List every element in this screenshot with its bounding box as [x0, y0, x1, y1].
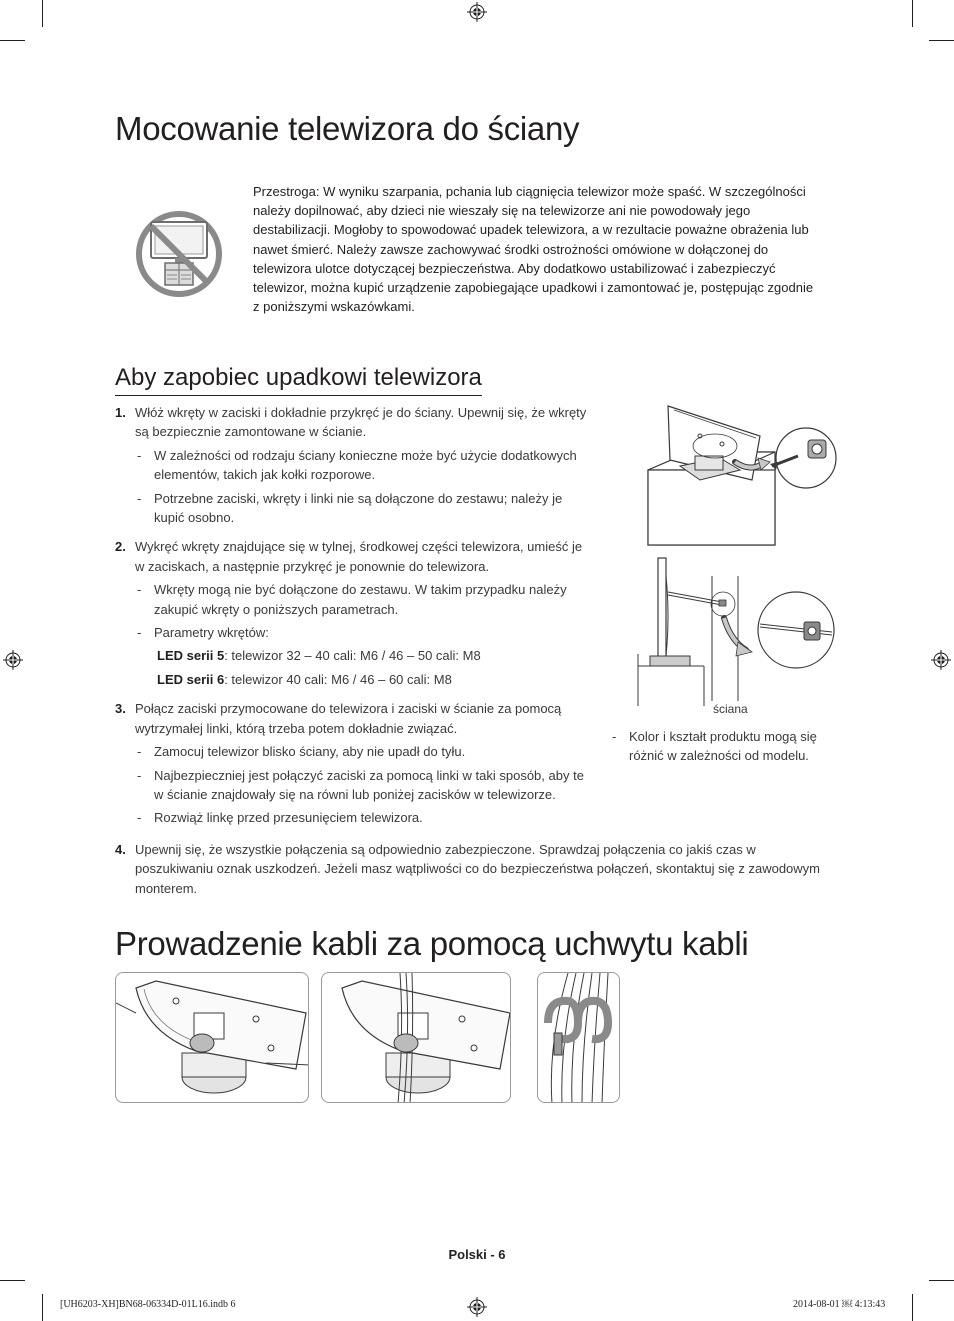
- step-item: [115, 537, 595, 689]
- step-item: [115, 840, 835, 898]
- section-heading: Aby zapobiec upadkowi telewizora: [115, 364, 482, 396]
- cable-illustration-3: [537, 972, 620, 1103]
- crop-mark: [42, 0, 43, 27]
- crop-mark: [912, 1294, 913, 1321]
- screw-spec: [135, 646, 595, 665]
- step-text: Wykręć wkręty znajdujące się w tylnej, środkowej części telewizora, umieść je w zaciskach, a następnie przykręć je ponownie do telewizora.: [135, 539, 583, 574]
- steps-list: [115, 403, 595, 836]
- no-hanging-on-tv-icon: [133, 208, 225, 300]
- tv-stand-clamp-illustration: [640, 400, 840, 550]
- registration-mark-icon: [467, 1297, 487, 1317]
- step-number: 3.: [115, 701, 126, 717]
- step-item: [115, 699, 595, 827]
- tv-back-cables-routed-icon: [322, 973, 511, 1103]
- crop-mark: [0, 40, 25, 41]
- bullet-text: Wkręty mogą nie być dołączone do zestawu. W takim przypadku należy zakupić wkręty o poniższych parametrach.: [154, 582, 567, 617]
- section-title: Prowadzenie kabli za pomocą uchwytu kabli: [115, 925, 749, 962]
- cable-illustration-1: [115, 972, 309, 1103]
- step-item: [115, 403, 595, 527]
- step-number: 1.: [115, 405, 126, 420]
- screw-spec: [135, 670, 595, 689]
- bullet-text: W zależności od rodzaju ściany konieczne może być użycie dodatkowych elementów, takich jak kołki rozporowe.: [154, 447, 577, 483]
- bullet-item: [135, 742, 595, 761]
- spec-label: LED serii 5: [157, 648, 225, 664]
- step-text: Upewnij się, że wszystkie połączenia są odpowiednio zabezpieczone. Sprawdzaj połączenia co jakiś czas w poszukiwaniu oznak uszkodzeń. Jeżeli masz wątpliwości co do bezpieczeństwa połączeń, skontaktuj się z zawodowym monterem.: [135, 842, 821, 896]
- bullet-item: [135, 446, 595, 485]
- note: [612, 727, 834, 766]
- crop-mark: [42, 1294, 43, 1321]
- bullet-text: Najbezpieczniej jest połączyć zaciski za pomocą linki w taki sposób, aby te w ścianie znajdowały się na równi lub poniżej zacisków w telewizorze.: [154, 767, 584, 802]
- bullet-dash: -: [612, 729, 617, 744]
- bullet-text: Rozwiąż linkę przed przesunięciem telewizora.: [154, 810, 423, 826]
- bullet-list: [135, 446, 595, 528]
- bullet-text: Parametry wkrętów:: [154, 625, 269, 641]
- note-text: Kolor i kształt produktu mogą się różnić w zależności od modelu.: [629, 729, 817, 764]
- page-title: Mocowanie telewizora do ściany: [115, 110, 580, 147]
- bullet-item: [135, 580, 595, 619]
- spec-value: : telewizor 32 – 40 cali: M6 / 46 – 50 cali: M8: [224, 648, 481, 664]
- crop-mark: [929, 1280, 954, 1281]
- tv-wall-cable-illustration: [636, 556, 840, 706]
- bullet-list: [135, 580, 595, 642]
- crop-mark: [912, 0, 913, 27]
- registration-mark-icon: [931, 650, 951, 670]
- bullet-item: [135, 623, 595, 642]
- registration-mark-icon: [3, 650, 23, 670]
- cable-illustration-2: [321, 972, 511, 1103]
- footer-date: 2014-08-01 ￼ 4:13:43: [793, 1299, 886, 1310]
- spec-value: : telewizor 40 cali: M6 / 46 – 60 cali: M8: [224, 671, 452, 687]
- bullet-dash: -: [137, 447, 142, 463]
- step-text: Połącz zaciski przymocowane do telewizora i zaciski w ścianie za pomocą wytrzymałej linki, którą trzeba potem dokładnie związać.: [135, 701, 562, 736]
- bullet-item: [135, 489, 595, 528]
- bullet-text: Zamocuj telewizor blisko ściany, aby nie upadł do tyłu.: [154, 744, 466, 760]
- bullet-dash: -: [137, 810, 142, 826]
- wall-caption: ściana: [713, 702, 748, 716]
- spec-label: LED serii 6: [157, 671, 225, 687]
- warning-text: Przestroga: W wyniku szarpania, pchania lub ciągnięcia telewizor może spaść. W szczególności należy dopilnować, aby dzieci nie wieszały się na telewizorze ani nie powodowały jego destabilizacji. Mogłoby to spowodować upadek telewizora, a w rezultacie poważne obrażenia lub nawet śmierć. Należy zawsze zachowywać środki ostrożności omówione w dołączonej do telewizora ulotce dotyczącej bezpieczeństwa. Aby dodatkowo ustabilizować i zabezpieczyć telewizor, można kupić urządzenie zapobiegające upadkowi i zamontować je, postępując zgodnie z poniższymi wskazówkami.: [253, 184, 814, 315]
- bullet-item: [135, 766, 595, 805]
- tv-back-cable-holder-icon: [116, 973, 309, 1103]
- crop-mark: [929, 40, 954, 41]
- crop-mark: [0, 1280, 25, 1281]
- bullet-dash: -: [137, 490, 142, 506]
- registration-mark-icon: [467, 2, 487, 22]
- footer-file-name: [UH6203-XH]BN68-06334D-01L16.indb 6: [60, 1299, 236, 1310]
- bullet-dash: -: [137, 625, 142, 641]
- page-number: Polski - 6: [448, 1247, 506, 1262]
- step-text: Włóż wkręty w zaciski i dokładnie przykręć je do ściany. Upewnij się, że wkręty są bezpiecznie zamontowane w ścianie.: [135, 405, 587, 440]
- bullet-dash: -: [137, 744, 142, 760]
- bullet-dash: -: [137, 767, 142, 783]
- bullet-dash: -: [137, 582, 142, 598]
- bullet-item: [135, 808, 595, 827]
- bullet-text: Potrzebne zaciski, wkręty i linki nie są dołączone do zestawu; należy je kupić osobno.: [154, 490, 563, 526]
- step-number: 4.: [115, 842, 126, 857]
- bullet-list: [135, 742, 595, 828]
- cable-bundle-holder-icon: [538, 973, 620, 1103]
- step-number: 2.: [115, 539, 126, 555]
